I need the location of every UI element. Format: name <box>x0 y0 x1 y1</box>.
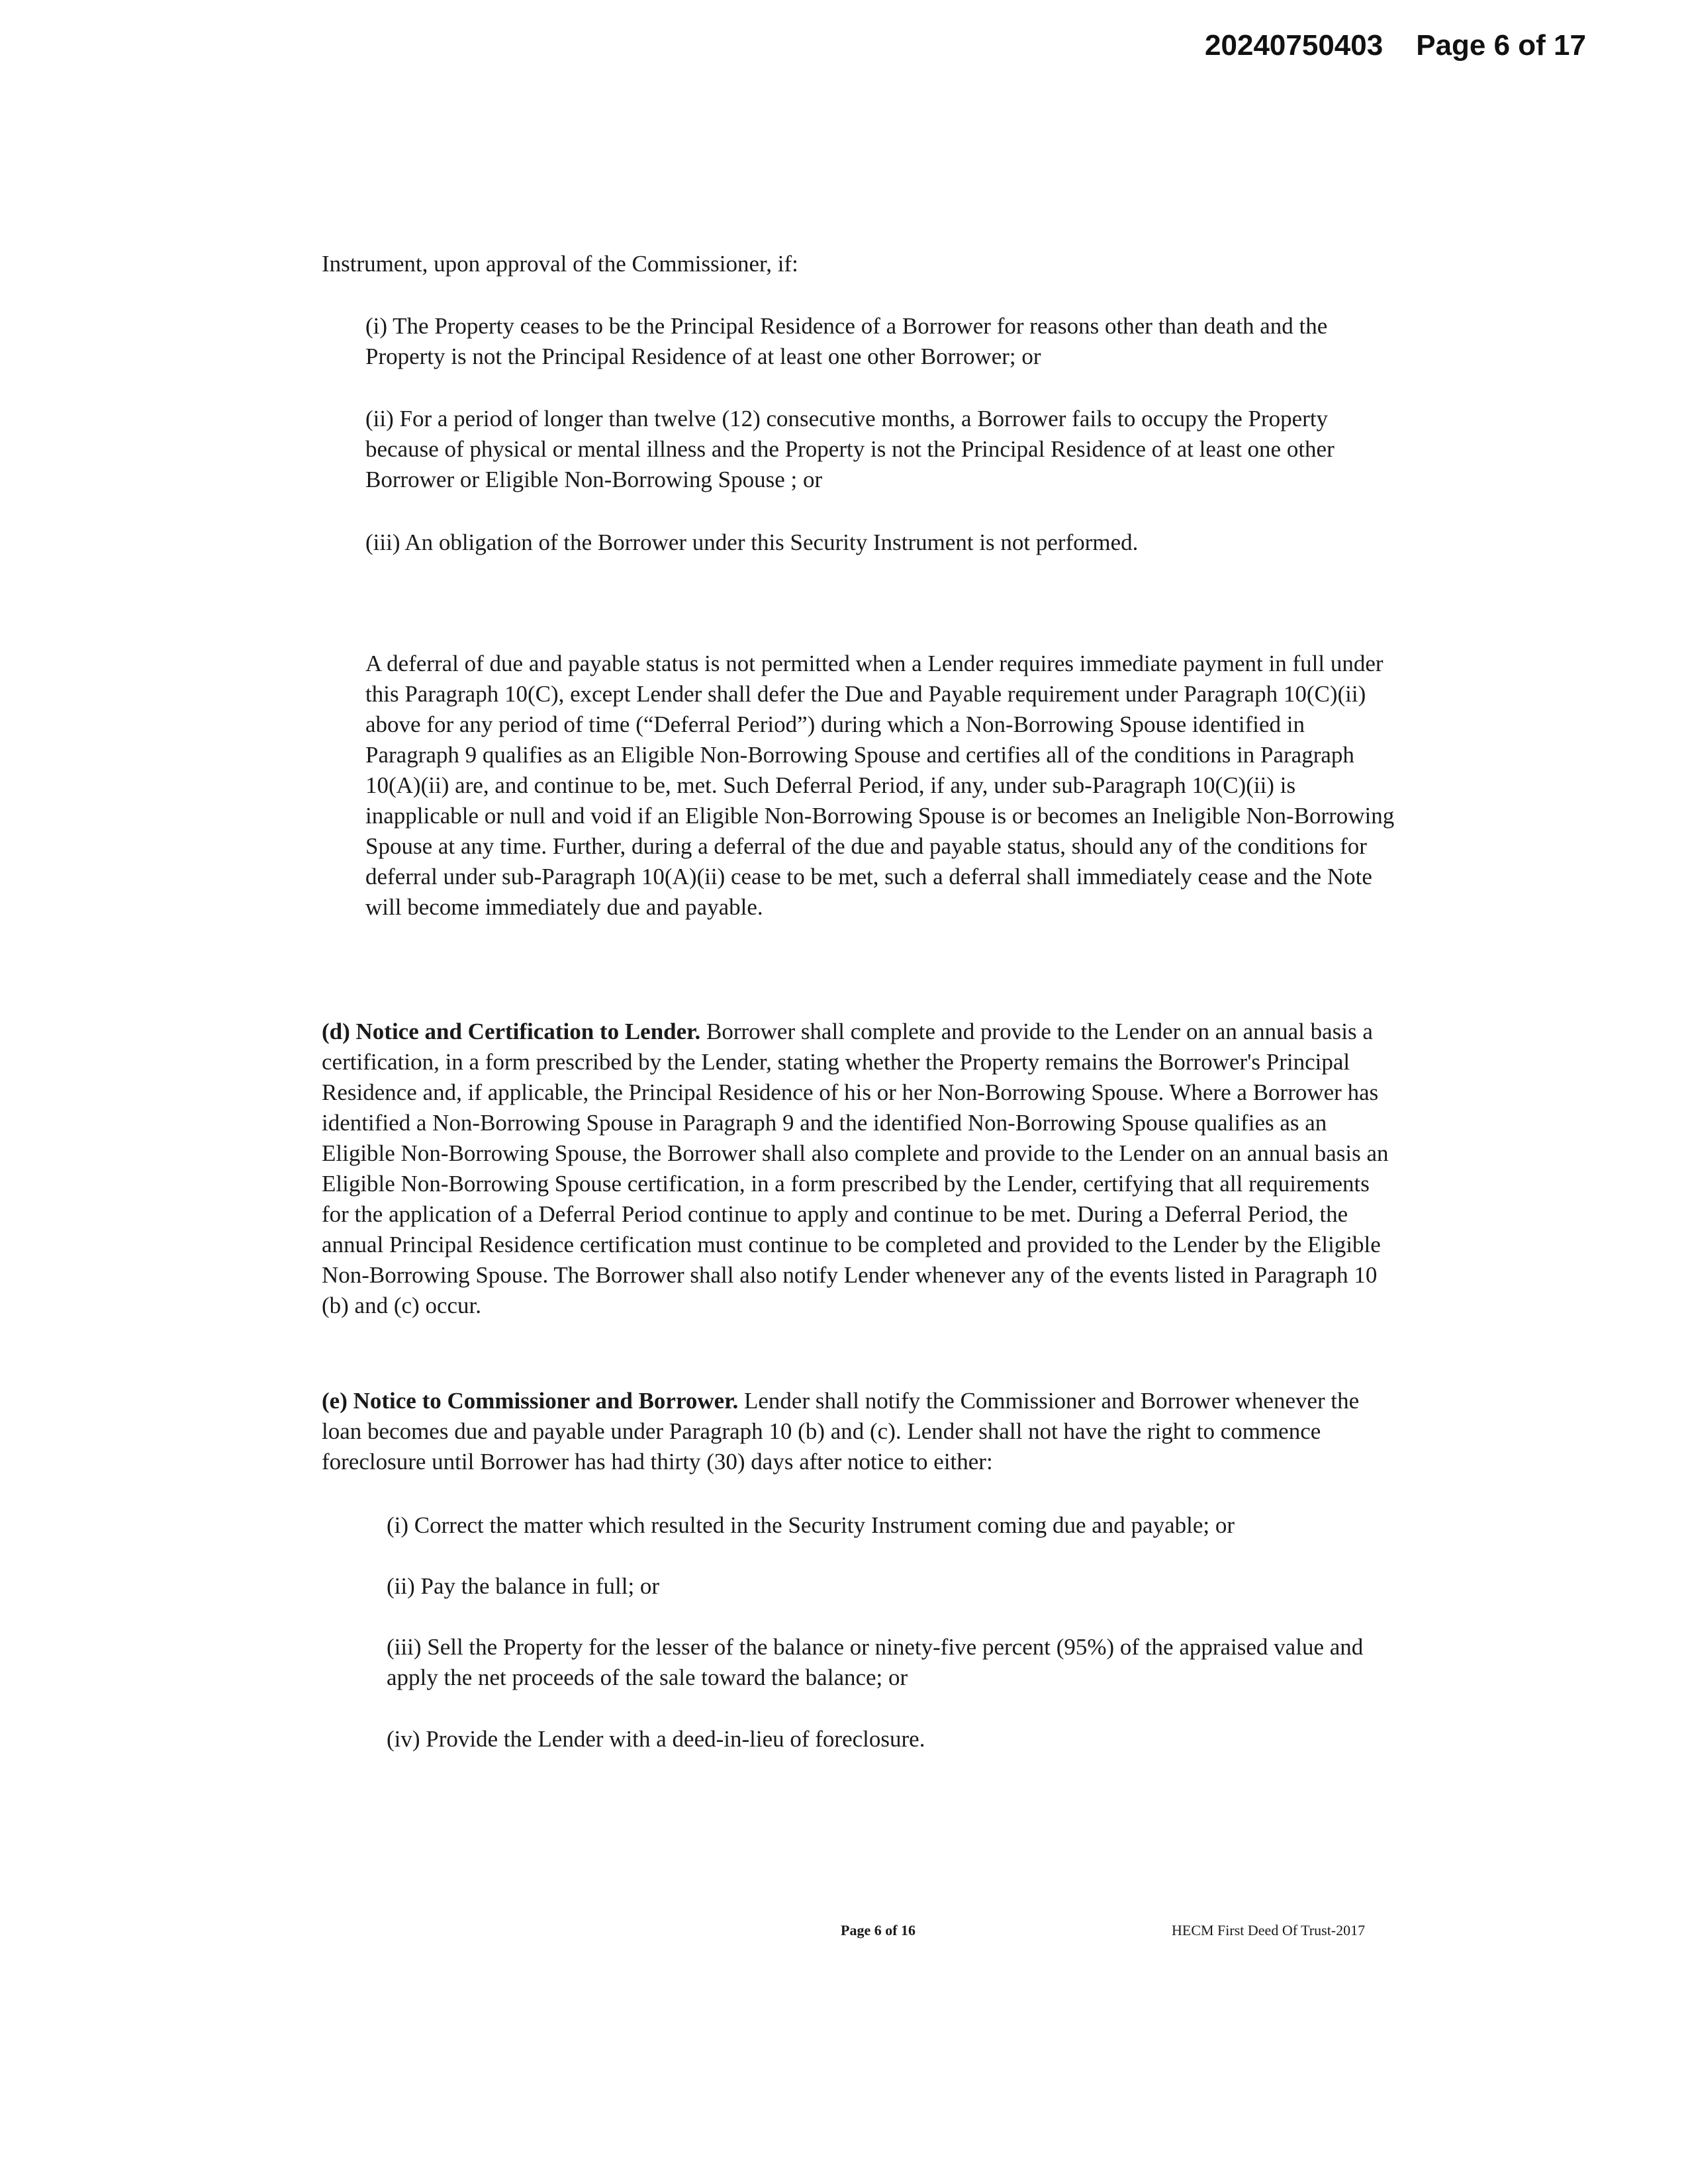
section-e-heading: (e) Notice to Commissioner and Borrower. <box>322 1388 739 1414</box>
deferral-paragraph: A deferral of due and payable status is not permitted when a Lender requires immediate payment in full under this Paragraph 10(C), except Lender shall defer the Due and Payable requirement under Paragraph 10(C)(ii) above for any period of time (“Deferral Period”) during which a Non-Borrowing Spouse identified in Paragraph 9 qualifies as an Eligible Non-Borrowing Spouse and certifies all of the conditions in Paragraph 10(A)(ii) are, and continue to be, met. Such Deferral Period, if any, under sub-Paragraph 10(C)(ii) is inapplicable or null and void if an Eligible Non-Borrowing Spouse is or becomes an Ineligible Non-Borrowing Spouse at any time. Further, during a deferral of the due and payable status, should any of the conditions for deferral under sub-Paragraph 10(A)(ii) cease to be met, such a deferral shall immediately cease and the Note will become immediately due and payable. <box>365 651 1395 920</box>
option-item: (iv) Provide the Lender with a deed-in-lieu of foreclosure. <box>387 1726 925 1752</box>
record-number: 20240750403 <box>1205 29 1383 62</box>
section-e-paragraph <box>322 1386 1397 1477</box>
footer-document-name: HECM First Deed Of Trust-2017 <box>1172 1922 1366 1938</box>
option-item: (i) Correct the matter which resulted in the Security Instrument coming due and payable; or <box>387 1512 1235 1538</box>
page-header <box>1205 29 1586 62</box>
option-item: (iii) Sell the Property for the lesser of the balance or ninety-five percent (95%) of the appraised value and apply the net proceeds of the sale toward the balance; or <box>387 1634 1364 1690</box>
option-item: (ii) Pay the balance in full; or <box>387 1573 660 1599</box>
condition-item: (iii) An obligation of the Borrower under this Security Instrument is not performed. <box>365 529 1139 555</box>
section-d-paragraph <box>322 1017 1397 1321</box>
section-d-heading: (d) Notice and Certification to Lender. <box>322 1019 701 1044</box>
section-d-text: Borrower shall complete and provide to the Lender on an annual basis a certification, in a form prescribed by the Lender, stating whether the Property remains the Borrower's Principal Residence and, if applicable, the Principal Residence of his or her Non-Borrowing Spouse. Where a Borrower has identified a Non-Borrowing Spouse in Paragraph 9 and the identified Non-Borrowing Spouse qualifies as an Eligible Non-Borrowing Spouse, the Borrower shall also complete and provide to the Lender on an annual basis an Eligible Non-Borrowing Spouse certification, in a form prescribed by the Lender, certifying that all requirements for the application of a Deferral Period continue to apply and continue to be met. During a Deferral Period, the annual Principal Residence certification must continue to be completed and provided to the Lender by the Eligible Non-Borrowing Spouse. The Borrower shall also notify Lender whenever any of the events listed in Paragraph 10 (b) and (c) occur. <box>322 1019 1389 1318</box>
header-page-label: Page 6 of 17 <box>1416 29 1586 62</box>
footer-page-number: Page 6 of 16 <box>841 1922 916 1938</box>
intro-text: Instrument, upon approval of the Commissioner, if: <box>322 251 798 277</box>
condition-item: (ii) For a period of longer than twelve (12) consecutive months, a Borrower fails to occupy the Property because of physical or mental illness and the Property is not the Principal Residence of at least one other Borrower or Eligible Non-Borrowing Spouse ; or <box>365 406 1335 492</box>
condition-item: (i) The Property ceases to be the Principal Residence of a Borrower for reasons other than death and the Property is not the Principal Residence of at least one other Borrower; or <box>365 313 1328 369</box>
section-e-text: Lender shall notify the Commissioner and Borrower whenever the loan becomes due and payable under Paragraph 10 (b) and (c). Lender shall not have the right to commence foreclosure until Borrower has had thirty (30) days after notice to either: <box>322 1388 1360 1475</box>
